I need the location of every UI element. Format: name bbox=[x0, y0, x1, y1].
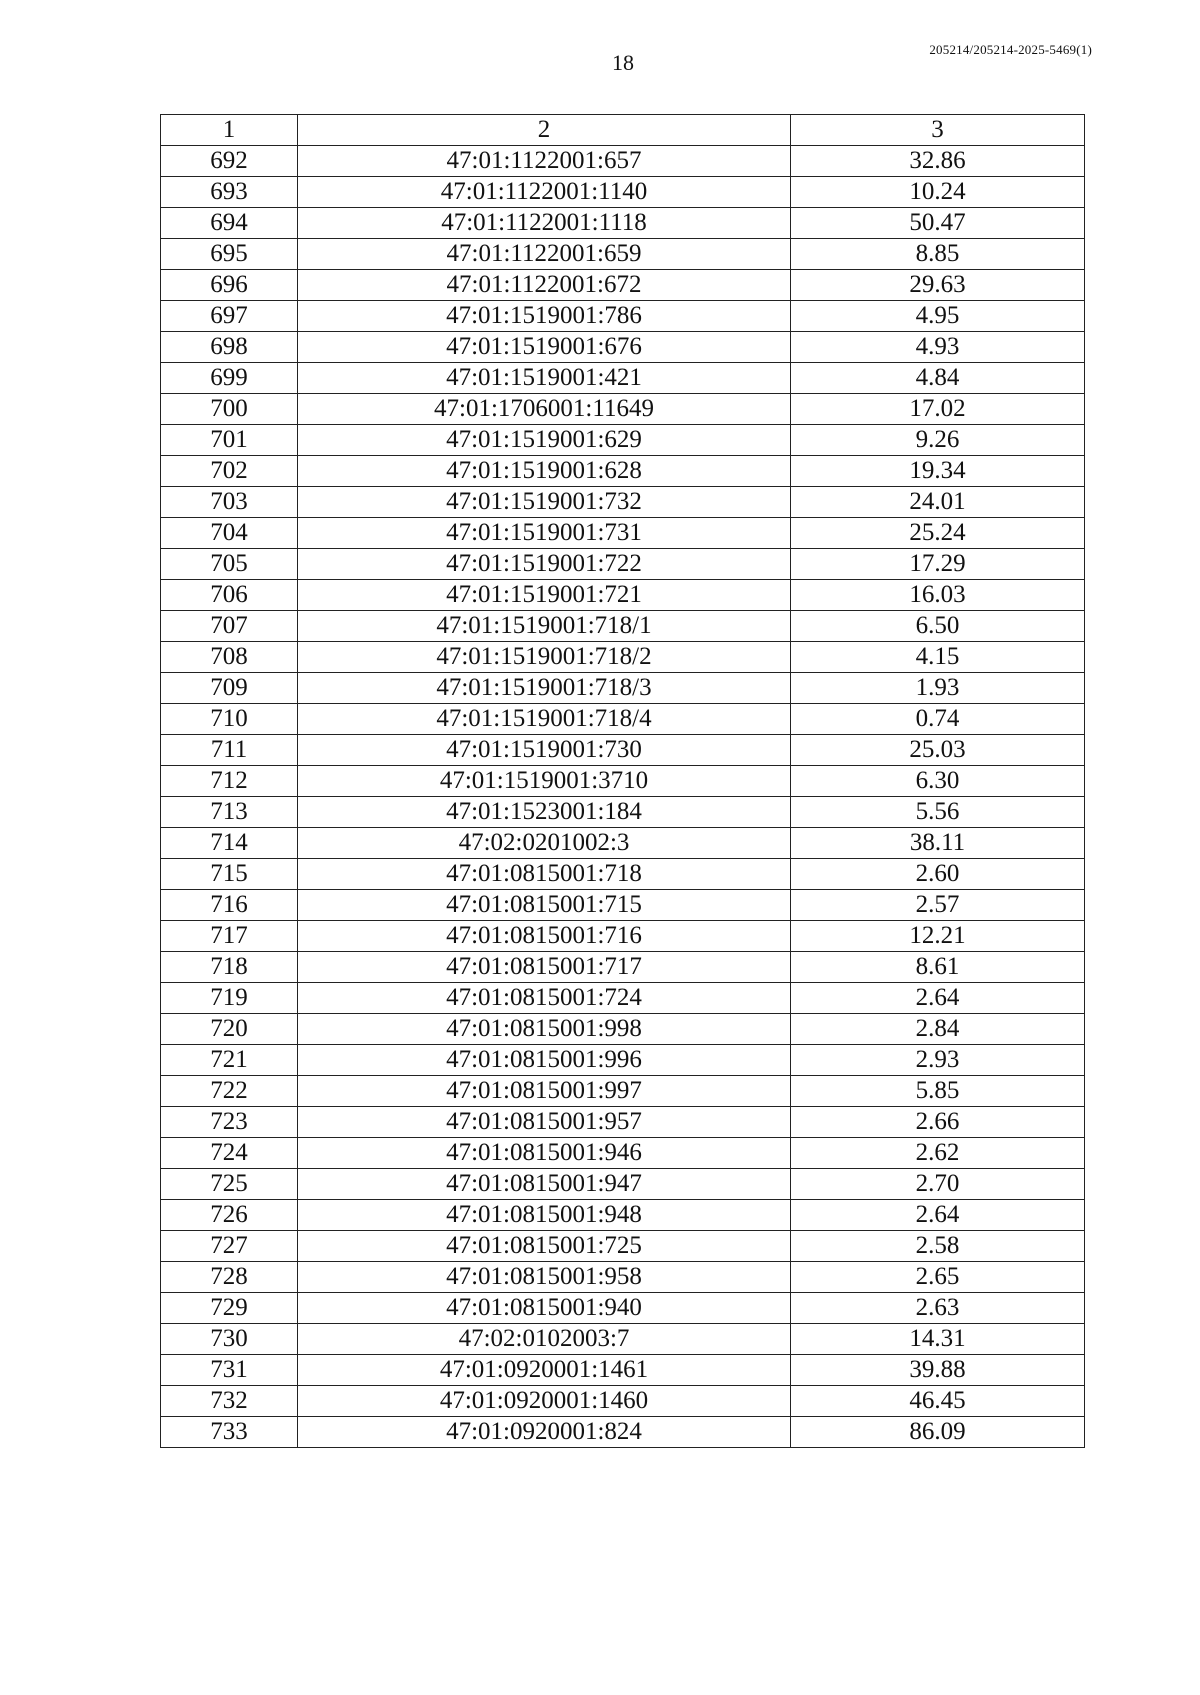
table-cell-col-1: 692 bbox=[161, 146, 298, 177]
table-row bbox=[161, 270, 1085, 301]
table-cell-col-1: 717 bbox=[161, 921, 298, 952]
table-row bbox=[161, 890, 1085, 921]
table-cell-col-1: 699 bbox=[161, 363, 298, 394]
table-cell-col-3: 2.58 bbox=[791, 1231, 1085, 1262]
table-cell-col-3: 2.62 bbox=[791, 1138, 1085, 1169]
table-cell-col-3: 8.85 bbox=[791, 239, 1085, 270]
table-cell-col-2: 47:01:0815001:958 bbox=[298, 1262, 791, 1293]
table-row bbox=[161, 921, 1085, 952]
table-cell-col-2: 47:01:0815001:724 bbox=[298, 983, 791, 1014]
table-cell-col-3: 29.63 bbox=[791, 270, 1085, 301]
table-cell-col-3: 2.93 bbox=[791, 1045, 1085, 1076]
table-row bbox=[161, 239, 1085, 270]
table-cell-col-2: 47:01:0815001:996 bbox=[298, 1045, 791, 1076]
table-cell-col-3: 19.34 bbox=[791, 456, 1085, 487]
table-cell-col-1: 727 bbox=[161, 1231, 298, 1262]
table-cell-col-2: 47:01:0920001:1460 bbox=[298, 1386, 791, 1417]
table-row bbox=[161, 394, 1085, 425]
table-row bbox=[161, 177, 1085, 208]
table-cell-col-2: 47:01:1519001:718/4 bbox=[298, 704, 791, 735]
table-cell-col-3: 2.64 bbox=[791, 983, 1085, 1014]
table-cell-col-1: 730 bbox=[161, 1324, 298, 1355]
table-cell-col-3: 2.84 bbox=[791, 1014, 1085, 1045]
table-cell-col-2: 47:01:1122001:672 bbox=[298, 270, 791, 301]
table-cell-col-2: 47:01:0815001:715 bbox=[298, 890, 791, 921]
table-cell-col-3: 12.21 bbox=[791, 921, 1085, 952]
table-cell-col-2: 47:01:0815001:947 bbox=[298, 1169, 791, 1200]
table-cell-col-2: 47:02:0201002:3 bbox=[298, 828, 791, 859]
table-cell-col-3: 14.31 bbox=[791, 1324, 1085, 1355]
table-row bbox=[161, 1262, 1085, 1293]
table-cell-col-3: 24.01 bbox=[791, 487, 1085, 518]
table-cell-col-3: 86.09 bbox=[791, 1417, 1085, 1448]
table-cell-col-2: 47:01:1519001:718/2 bbox=[298, 642, 791, 673]
table-cell-col-1: 714 bbox=[161, 828, 298, 859]
table-row bbox=[161, 828, 1085, 859]
table-cell-col-2: 47:01:1122001:659 bbox=[298, 239, 791, 270]
header-row bbox=[161, 115, 1085, 146]
table-cell-col-3: 0.74 bbox=[791, 704, 1085, 735]
table-cell-col-3: 2.65 bbox=[791, 1262, 1085, 1293]
table-cell-col-2: 47:01:1122001:1118 bbox=[298, 208, 791, 239]
table-row bbox=[161, 332, 1085, 363]
table-cell-col-1: 718 bbox=[161, 952, 298, 983]
table-cell-col-1: 719 bbox=[161, 983, 298, 1014]
table-cell-col-2: 47:01:1519001:730 bbox=[298, 735, 791, 766]
table-cell-col-3: 2.64 bbox=[791, 1200, 1085, 1231]
table-row bbox=[161, 301, 1085, 332]
table-row bbox=[161, 1355, 1085, 1386]
table-cell-col-3: 2.63 bbox=[791, 1293, 1085, 1324]
table-cell-col-2: 47:01:0815001:948 bbox=[298, 1200, 791, 1231]
table-cell-col-3: 25.24 bbox=[791, 518, 1085, 549]
table-cell-col-3: 2.57 bbox=[791, 890, 1085, 921]
table-cell-col-3: 8.61 bbox=[791, 952, 1085, 983]
table-cell-col-3: 9.26 bbox=[791, 425, 1085, 456]
table-cell-col-3: 1.93 bbox=[791, 673, 1085, 704]
table-cell-col-1: 732 bbox=[161, 1386, 298, 1417]
table-row bbox=[161, 735, 1085, 766]
table-cell-col-1: 724 bbox=[161, 1138, 298, 1169]
table-cell-col-1: 720 bbox=[161, 1014, 298, 1045]
table-cell-col-2: 47:01:1519001:731 bbox=[298, 518, 791, 549]
table-cell-col-1: 700 bbox=[161, 394, 298, 425]
table-cell-col-1: 716 bbox=[161, 890, 298, 921]
table-cell-col-2: 47:01:1519001:732 bbox=[298, 487, 791, 518]
table-row bbox=[161, 1169, 1085, 1200]
table-cell-col-2: 47:01:1519001:628 bbox=[298, 456, 791, 487]
table-row bbox=[161, 642, 1085, 673]
table-row bbox=[161, 1138, 1085, 1169]
table-cell-col-3: 39.88 bbox=[791, 1355, 1085, 1386]
table-cell-col-1: 710 bbox=[161, 704, 298, 735]
table-cell-col-2: 47:01:0920001:824 bbox=[298, 1417, 791, 1448]
table-row bbox=[161, 363, 1085, 394]
table-cell-col-3: 25.03 bbox=[791, 735, 1085, 766]
table-cell-col-1: 708 bbox=[161, 642, 298, 673]
table-cell-col-1: 726 bbox=[161, 1200, 298, 1231]
table-row bbox=[161, 1200, 1085, 1231]
table-cell-col-1: 725 bbox=[161, 1169, 298, 1200]
table-row bbox=[161, 673, 1085, 704]
table-cell-col-1: 703 bbox=[161, 487, 298, 518]
table-cell-col-3: 4.15 bbox=[791, 642, 1085, 673]
table-cell-col-1: 702 bbox=[161, 456, 298, 487]
table-cell-col-2: 47:01:0920001:1461 bbox=[298, 1355, 791, 1386]
table-cell-col-1: 729 bbox=[161, 1293, 298, 1324]
table-cell-col-3: 6.30 bbox=[791, 766, 1085, 797]
table-row bbox=[161, 456, 1085, 487]
table-cell-col-1: 721 bbox=[161, 1045, 298, 1076]
table-row bbox=[161, 1293, 1085, 1324]
table-cell-col-2: 47:01:0815001:718 bbox=[298, 859, 791, 890]
table-cell-col-2: 47:01:1523001:184 bbox=[298, 797, 791, 828]
table-cell-col-1: 733 bbox=[161, 1417, 298, 1448]
table-row bbox=[161, 518, 1085, 549]
table-row bbox=[161, 611, 1085, 642]
table-row bbox=[161, 1231, 1085, 1262]
table-cell-col-2: 47:01:1519001:718/1 bbox=[298, 611, 791, 642]
table-cell-col-2: 47:01:1519001:421 bbox=[298, 363, 791, 394]
table-row bbox=[161, 1014, 1085, 1045]
table-cell-col-2: 47:01:0815001:940 bbox=[298, 1293, 791, 1324]
table-row bbox=[161, 1386, 1085, 1417]
table-cell-col-3: 4.93 bbox=[791, 332, 1085, 363]
table-cell-col-2: 47:01:0815001:716 bbox=[298, 921, 791, 952]
table-cell-col-3: 4.95 bbox=[791, 301, 1085, 332]
table-cell-col-2: 47:01:1122001:657 bbox=[298, 146, 791, 177]
table-row bbox=[161, 983, 1085, 1014]
table-cell-col-3: 2.70 bbox=[791, 1169, 1085, 1200]
table-cell-col-3: 50.47 bbox=[791, 208, 1085, 239]
table-cell-col-1: 707 bbox=[161, 611, 298, 642]
table-cell-col-1: 713 bbox=[161, 797, 298, 828]
table-cell-col-1: 706 bbox=[161, 580, 298, 611]
table-cell-col-3: 10.24 bbox=[791, 177, 1085, 208]
table-row bbox=[161, 1045, 1085, 1076]
table-row bbox=[161, 704, 1085, 735]
table-cell-col-3: 32.86 bbox=[791, 146, 1085, 177]
table-cell-col-1: 722 bbox=[161, 1076, 298, 1107]
table-cell-col-2: 47:01:0815001:946 bbox=[298, 1138, 791, 1169]
table-row bbox=[161, 1324, 1085, 1355]
table-cell-col-1: 715 bbox=[161, 859, 298, 890]
table-row bbox=[161, 580, 1085, 611]
table-cell-col-1: 701 bbox=[161, 425, 298, 456]
table-row bbox=[161, 425, 1085, 456]
column-header-1: 1 bbox=[161, 115, 298, 146]
column-header-2: 2 bbox=[298, 115, 791, 146]
table-row bbox=[161, 146, 1085, 177]
table-cell-col-2: 47:01:1519001:721 bbox=[298, 580, 791, 611]
table-cell-col-2: 47:01:1706001:11649 bbox=[298, 394, 791, 425]
table-row bbox=[161, 1417, 1085, 1448]
table-header bbox=[161, 115, 1085, 146]
column-header-3: 3 bbox=[791, 115, 1085, 146]
table-cell-col-3: 6.50 bbox=[791, 611, 1085, 642]
table-cell-col-1: 694 bbox=[161, 208, 298, 239]
table-cell-col-3: 4.84 bbox=[791, 363, 1085, 394]
table-row bbox=[161, 766, 1085, 797]
data-table bbox=[160, 114, 1085, 1448]
table-cell-col-1: 696 bbox=[161, 270, 298, 301]
table-cell-col-3: 5.85 bbox=[791, 1076, 1085, 1107]
table-cell-col-2: 47:01:1519001:3710 bbox=[298, 766, 791, 797]
table-cell-col-3: 2.66 bbox=[791, 1107, 1085, 1138]
table-row bbox=[161, 797, 1085, 828]
table-cell-col-1: 698 bbox=[161, 332, 298, 363]
table-cell-col-3: 17.29 bbox=[791, 549, 1085, 580]
table-row bbox=[161, 952, 1085, 983]
table-cell-col-2: 47:01:1519001:676 bbox=[298, 332, 791, 363]
table-cell-col-1: 731 bbox=[161, 1355, 298, 1386]
table-cell-col-2: 47:01:0815001:997 bbox=[298, 1076, 791, 1107]
table-cell-col-2: 47:01:0815001:725 bbox=[298, 1231, 791, 1262]
table-cell-col-1: 704 bbox=[161, 518, 298, 549]
table-cell-col-3: 38.11 bbox=[791, 828, 1085, 859]
table-cell-col-1: 711 bbox=[161, 735, 298, 766]
table-row bbox=[161, 487, 1085, 518]
table-cell-col-1: 723 bbox=[161, 1107, 298, 1138]
document-reference: 205214/205214-2025-5469(1) bbox=[929, 42, 1092, 57]
page-number: 18 bbox=[612, 50, 634, 75]
table-row bbox=[161, 549, 1085, 580]
table-cell-col-1: 697 bbox=[161, 301, 298, 332]
table-cell-col-2: 47:01:0815001:717 bbox=[298, 952, 791, 983]
table-cell-col-2: 47:01:1519001:722 bbox=[298, 549, 791, 580]
table-cell-col-2: 47:01:1519001:786 bbox=[298, 301, 791, 332]
table-cell-col-1: 728 bbox=[161, 1262, 298, 1293]
table-cell-col-3: 2.60 bbox=[791, 859, 1085, 890]
table-cell-col-2: 47:01:1519001:629 bbox=[298, 425, 791, 456]
table-cell-col-3: 17.02 bbox=[791, 394, 1085, 425]
table-body bbox=[161, 146, 1085, 1448]
table-cell-col-3: 5.56 bbox=[791, 797, 1085, 828]
table-cell-col-2: 47:01:0815001:998 bbox=[298, 1014, 791, 1045]
table-cell-col-1: 693 bbox=[161, 177, 298, 208]
table-cell-col-1: 705 bbox=[161, 549, 298, 580]
table-cell-col-2: 47:01:1122001:1140 bbox=[298, 177, 791, 208]
table-row bbox=[161, 1107, 1085, 1138]
table-cell-col-3: 16.03 bbox=[791, 580, 1085, 611]
table-cell-col-1: 709 bbox=[161, 673, 298, 704]
table-cell-col-2: 47:01:1519001:718/3 bbox=[298, 673, 791, 704]
table-cell-col-1: 712 bbox=[161, 766, 298, 797]
table-row bbox=[161, 1076, 1085, 1107]
table-cell-col-1: 695 bbox=[161, 239, 298, 270]
table-cell-col-2: 47:01:0815001:957 bbox=[298, 1107, 791, 1138]
table-cell-col-2: 47:02:0102003:7 bbox=[298, 1324, 791, 1355]
table-cell-col-3: 46.45 bbox=[791, 1386, 1085, 1417]
table-row bbox=[161, 859, 1085, 890]
table-row bbox=[161, 208, 1085, 239]
